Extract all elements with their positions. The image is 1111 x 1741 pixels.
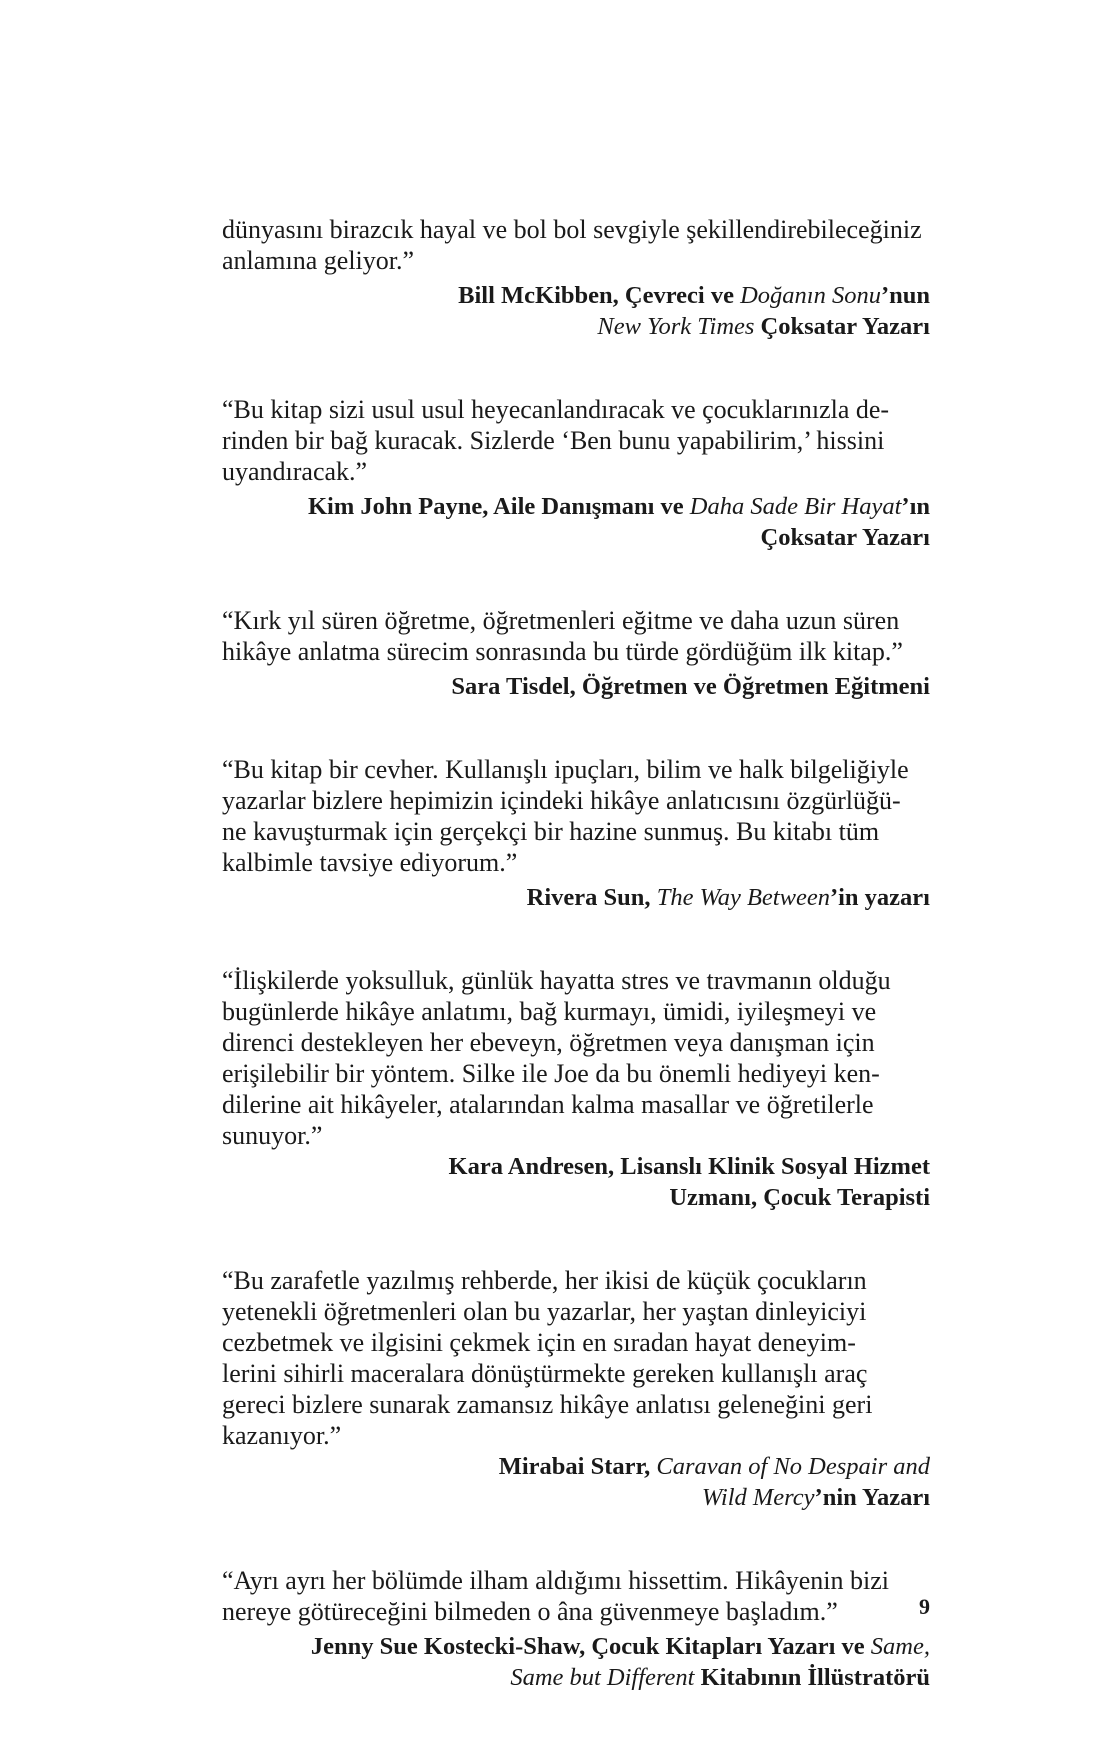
sun-name: Rivera Sun, (526, 884, 657, 911)
andresen-attr-line-1: Kara Andresen, Lisanslı Klinik Sosyal Hizmet (448, 1153, 930, 1180)
sun-quote-line-1: “Bu kitap bir cevher. Kullanışlı ipuçları, bilim ve halk bilgeliğiyle (222, 755, 909, 784)
mckibben-book-title: Doğanın Sonu (740, 282, 881, 309)
starr-attr-line-2 (222, 1482, 930, 1513)
starr-quote (222, 1265, 930, 1451)
tisdel-quote-line-1: “Kırk yıl süren öğretme, öğretmenleri eğitme ve daha uzun süren (222, 606, 900, 635)
shaw-quote-line-1: “Ayrı ayrı her bölümde ilham aldığımı hissettim. Hikâyenin bizi (222, 1566, 889, 1595)
starr-attr-line-1 (222, 1451, 930, 1482)
andresen-quote-line-1: “İlişkilerde yoksulluk, günlük hayatta stres ve travmanın olduğu (222, 966, 891, 995)
andresen-attribution (222, 1151, 930, 1213)
mckibben-publication: New York Times (597, 313, 755, 340)
starr-suffix: ’nin Yazarı (814, 1484, 930, 1511)
page-number: 9 (919, 1594, 930, 1619)
payne-quote-line-2: rinden bir bağ kuracak. Sizlerde ‘Ben bunu yapabilirim,’ hissini (222, 426, 885, 455)
shaw-suffix: Kitabının İllüstratörü (694, 1664, 930, 1691)
sun-attribution (222, 882, 930, 913)
sun-suffix: ’in yazarı (829, 884, 930, 911)
shaw-attribution (222, 1631, 930, 1693)
tisdel-attribution (222, 671, 930, 702)
payne-quote-line-1: “Bu kitap sizi usul usul heyecanlandıracak ve çocuklarınızla de- (222, 395, 890, 424)
sun-quote-line-2: yazarlar bizlere hepimizin içindeki hikâye anlatıcısını özgürlüğü- (222, 786, 901, 815)
starr-quote-line-1: “Bu zarafetle yazılmış rehberde, her ikisi de küçük çocukların (222, 1266, 867, 1295)
payne-attribution (222, 491, 930, 553)
shaw-attr-line-2 (222, 1662, 930, 1693)
intro-line-1: dünyasını birazcık hayal ve bol bol sevgiyle şekillendirebileceğiniz (222, 215, 922, 244)
tisdel-attr-line-1: Sara Tisdel, Öğretmen ve Öğretmen Eğitmeni (451, 673, 930, 700)
sun-quote (222, 754, 930, 878)
payne-name: Kim John Payne, Aile Danışmanı ve (307, 493, 690, 520)
payne-book-title: Daha Sade Bir Hayat (689, 493, 902, 520)
sun-quote-line-4: kalbimle tavsiye ediyorum.” (222, 848, 518, 877)
starr-attribution (222, 1451, 930, 1513)
intro-line-2: anlamına geliyor.” (222, 246, 415, 275)
payne-attr-line-1 (222, 491, 930, 522)
sun-attr-line-1 (222, 882, 930, 913)
starr-book-title-part-2: Wild Mercy (701, 1484, 815, 1511)
shaw-attr-line-1 (222, 1631, 930, 1662)
sun-quote-line-3: ne kavuşturmak için gerçekçi bir hazine sunmuş. Bu kitabı tüm (222, 817, 880, 846)
andresen-attr-line-2: Uzmanı, Çocuk Terapisti (669, 1184, 930, 1211)
mckibben-attr-line-2 (222, 311, 930, 342)
andresen-quote-line-5: dilerine ait hikâyeler, atalarından kalma masallar ve öğretilerle (222, 1090, 874, 1119)
mckibben-attr-line-1 (222, 280, 930, 311)
payne-quote-line-3: uyandıracak.” (222, 457, 368, 486)
starr-quote-line-3: cezbetmek ve ilgisini çekmek için en sıradan hayat deneyim- (222, 1328, 856, 1357)
andresen-quote-line-6: sunuyor.” (222, 1121, 323, 1150)
payne-suffix: ’ın (901, 493, 930, 520)
starr-quote-line-2: yetenekli öğretmenleri olan bu yazarlar, her yaştan dinleyiciyi (222, 1297, 867, 1326)
shaw-name: Jenny Sue Kostecki-Shaw, Çocuk Kitapları Yazarı ve (310, 1633, 871, 1660)
starr-book-title-part-1: Caravan of No Despair and (656, 1453, 930, 1480)
page-content (222, 214, 930, 1693)
andresen-quote (222, 965, 930, 1151)
tisdel-quote-line-2: hikâye anlatma sürecim sonrasında bu türde gördüğüm ilk kitap.” (222, 637, 903, 666)
shaw-book-title-part-1: Same, (870, 1633, 930, 1660)
payne-attr-line-2: Çoksatar Yazarı (760, 524, 930, 551)
shaw-quote (222, 1565, 930, 1627)
tisdel-quote (222, 605, 930, 667)
shaw-quote-line-2: nereye götüreceğini bilmeden o âna güvenmeye başladım.” (222, 1597, 838, 1626)
shaw-book-title-part-2: Same but Different (510, 1664, 695, 1691)
andresen-quote-line-2: bugünlerde hikâye anlatımı, bağ kurmayı, ümidi, iyileşmeyi ve (222, 997, 877, 1026)
andresen-quote-line-3: direnci destekleyen her ebeveyn, öğretmen veya danışman için (222, 1028, 875, 1057)
mckibben-name: Bill McKibben, Çevreci ve (458, 282, 741, 309)
payne-quote (222, 394, 930, 487)
mckibben-attribution (222, 280, 930, 342)
andresen-quote-line-4: erişilebilir bir yöntem. Silke ile Joe da bu önemli hediyeyi ken- (222, 1059, 880, 1088)
starr-quote-line-6: kazanıyor.” (222, 1421, 342, 1450)
starr-quote-line-5: gereci bizlere sunarak zamansız hikâye anlatısı geleneğini geri (222, 1390, 873, 1419)
starr-quote-line-4: lerini sihirli maceralara dönüştürmekte gereken kullanışlı araç (222, 1359, 868, 1388)
intro-quote (222, 214, 930, 276)
sun-book-title: The Way Between (656, 884, 830, 911)
starr-name: Mirabai Starr, (498, 1453, 657, 1480)
mckibben-suffix: ’nun (880, 282, 930, 309)
mckibben-role: Çoksatar Yazarı (754, 313, 930, 340)
